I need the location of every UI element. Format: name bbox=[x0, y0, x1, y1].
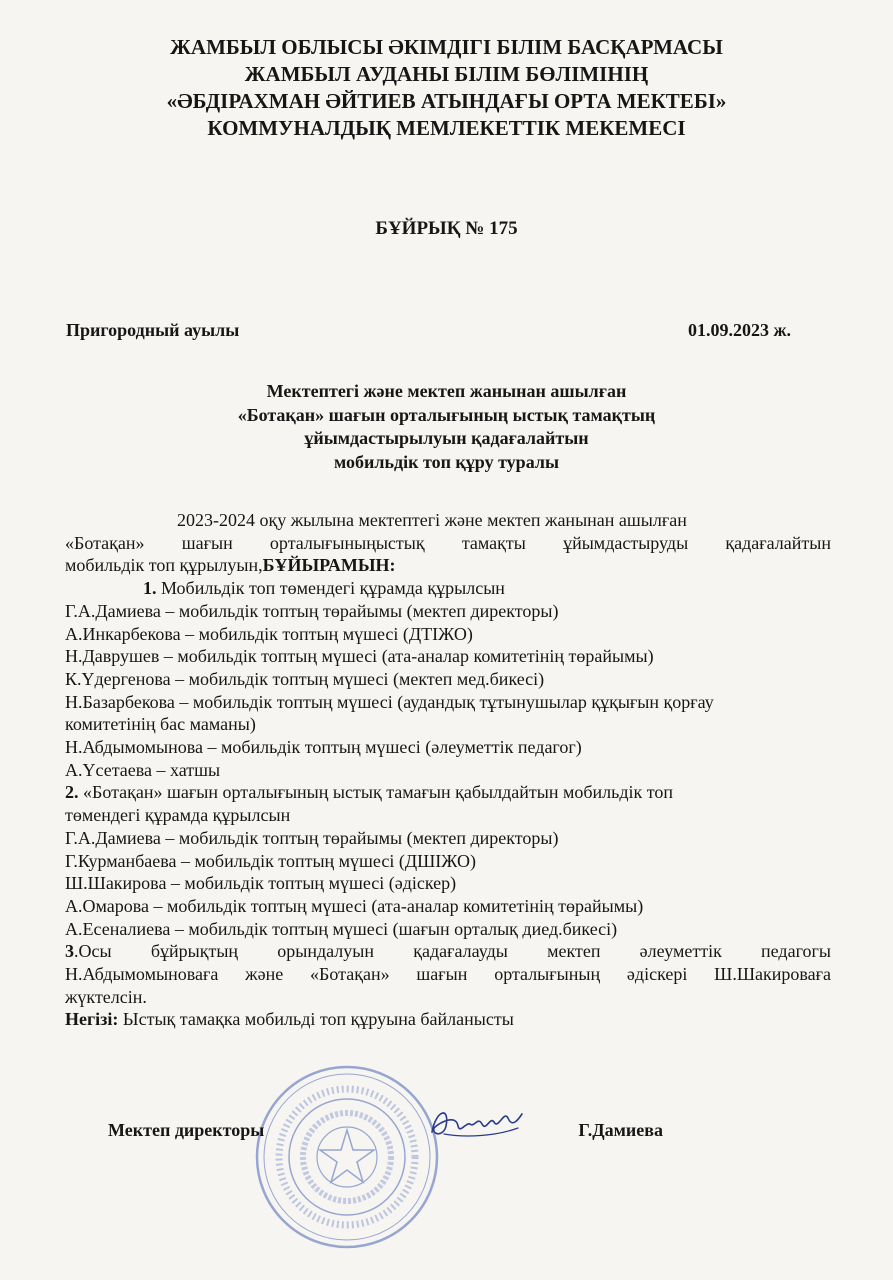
group1-member: А.Инкарбекова – мобильдік топтың мүшесі (ДТІЖО) bbox=[65, 623, 473, 644]
item-2-line-2: төмендегі құрамда құрылсын bbox=[65, 805, 291, 826]
subject-line-2: «Ботақан» шағын орталығының ыстық тамақтың bbox=[237, 404, 656, 425]
intro-text: мобильдік топ құрылуын, bbox=[65, 555, 263, 576]
group1-member: Н.Базарбекова – мобильдік топтың мүшесі (аудандық тұтынушылар құқығын қорғау bbox=[65, 691, 714, 712]
basis-line bbox=[65, 1008, 831, 1031]
basis-label: Негізі: bbox=[65, 1009, 119, 1030]
header-line-3: «ӘБДІРАХМАН ӘЙТИЕВ АТЫНДАҒЫ ОРТА МЕКТЕБІ» bbox=[166, 89, 727, 113]
item-3-heading bbox=[65, 940, 831, 963]
item-1-text: Мобильдік топ төмендегі құрамда құрылсын bbox=[156, 578, 505, 599]
subject-line-3: ұйымдастырылуын қадағалайтын bbox=[304, 428, 589, 448]
order-title: БҰЙРЫҚ № 175 bbox=[375, 218, 518, 239]
header-line-2: ЖАМБЫЛ АУДАНЫ БІЛІМ БӨЛІМІНІҢ bbox=[244, 62, 649, 86]
group2-member: А.Есеналиева – мобильдік топтың мүшесі (шағын орталық диед.бикесі) bbox=[65, 918, 618, 939]
group1-member: К.Үдергенова – мобильдік топтың мүшесі (мектеп мед.бикесі) bbox=[65, 668, 545, 689]
group1-member: А.Үсетаева – хатшы bbox=[65, 759, 221, 780]
group1-member: Г.А.Дамиева – мобильдік топтың төрайымы (мектеп директоры) bbox=[65, 600, 559, 621]
order-subject bbox=[60, 380, 833, 474]
item-3-line-3: жүктелсін. bbox=[65, 986, 147, 1007]
group1-member: комитетінің бас маманы) bbox=[65, 714, 256, 735]
signer-name: Г.Дамиева bbox=[578, 1120, 663, 1140]
header-line-4: КОММУНАЛДЫҚ МЕМЛЕКЕТТІК МЕКЕМЕСІ bbox=[207, 116, 686, 140]
intro-line-3 bbox=[65, 554, 831, 577]
item-3-number: 3 bbox=[65, 941, 74, 962]
group1-member: Н.Даврушев – мобильдік топтың мүшесі (ата-аналар комитетінің төрайымы) bbox=[65, 646, 654, 667]
subject-line-1: Мектептегі және мектеп жанынан ашылған bbox=[266, 381, 627, 401]
director-signature bbox=[426, 1102, 526, 1144]
item-2-heading bbox=[65, 781, 831, 804]
order-directive: БҰЙЫРАМЫН: bbox=[262, 555, 396, 576]
group2-member: А.Омарова – мобильдік топтың мүшесі (ата-аналар комитетінің төрайымы) bbox=[65, 895, 644, 916]
item-3-text: .Осы бұйрықтың орындалуын қадағалауды мектеп әлеуметтік педагогы bbox=[74, 941, 831, 962]
intro-line-2: «Ботақан» шағын орталығыныңыстық тамақты ұйымдастыруды қадағалайтын bbox=[65, 532, 831, 553]
item-2-text: «Ботақан» шағын орталығының ыстық тамағын қабылдайтын мобильдік топ bbox=[78, 782, 674, 803]
document-header bbox=[40, 34, 853, 142]
group2-member: Г.Курманбаева – мобильдік топтың мүшесі (ДШІЖО) bbox=[65, 850, 476, 871]
intro-line-1: 2023-2024 оқу жылына мектептегі және мектеп жанынан ашылған bbox=[177, 510, 687, 530]
item-3-line-2: Н.Абдымомыноваға және «Ботақан» шағын орталығының әдіскері Ш.Шакироваға bbox=[65, 964, 831, 985]
signer-position: Мектеп директоры bbox=[108, 1120, 265, 1140]
item-1-heading bbox=[65, 577, 831, 600]
order-body bbox=[65, 509, 831, 1031]
order-date: 01.09.2023 ж. bbox=[687, 320, 791, 340]
item-2-number: 2. bbox=[65, 782, 79, 803]
official-stamp bbox=[252, 1062, 442, 1252]
header-line-1: ЖАМБЫЛ ОБЛЫСЫ ӘКІМДІГІ БІЛІМ БАСҚАРМАСЫ bbox=[170, 35, 723, 59]
group2-member: Ш.Шакирова – мобильдік топтың мүшесі (әдіскер) bbox=[65, 873, 457, 894]
basis-text: Ыстық тамақка мобильді топ құруына байланысты bbox=[118, 1009, 514, 1030]
item-1-number: 1. bbox=[143, 578, 157, 599]
group2-member: Г.А.Дамиева – мобильдік топтың төрайымы (мектеп директоры) bbox=[65, 827, 559, 848]
place: Пригородный ауылы bbox=[66, 320, 240, 340]
group1-member: Н.Абдымомынова – мобильдік топтың мүшесі (әлеуметтік педагог) bbox=[65, 737, 582, 758]
subject-line-4: мобильдік топ құру туралы bbox=[333, 451, 560, 472]
